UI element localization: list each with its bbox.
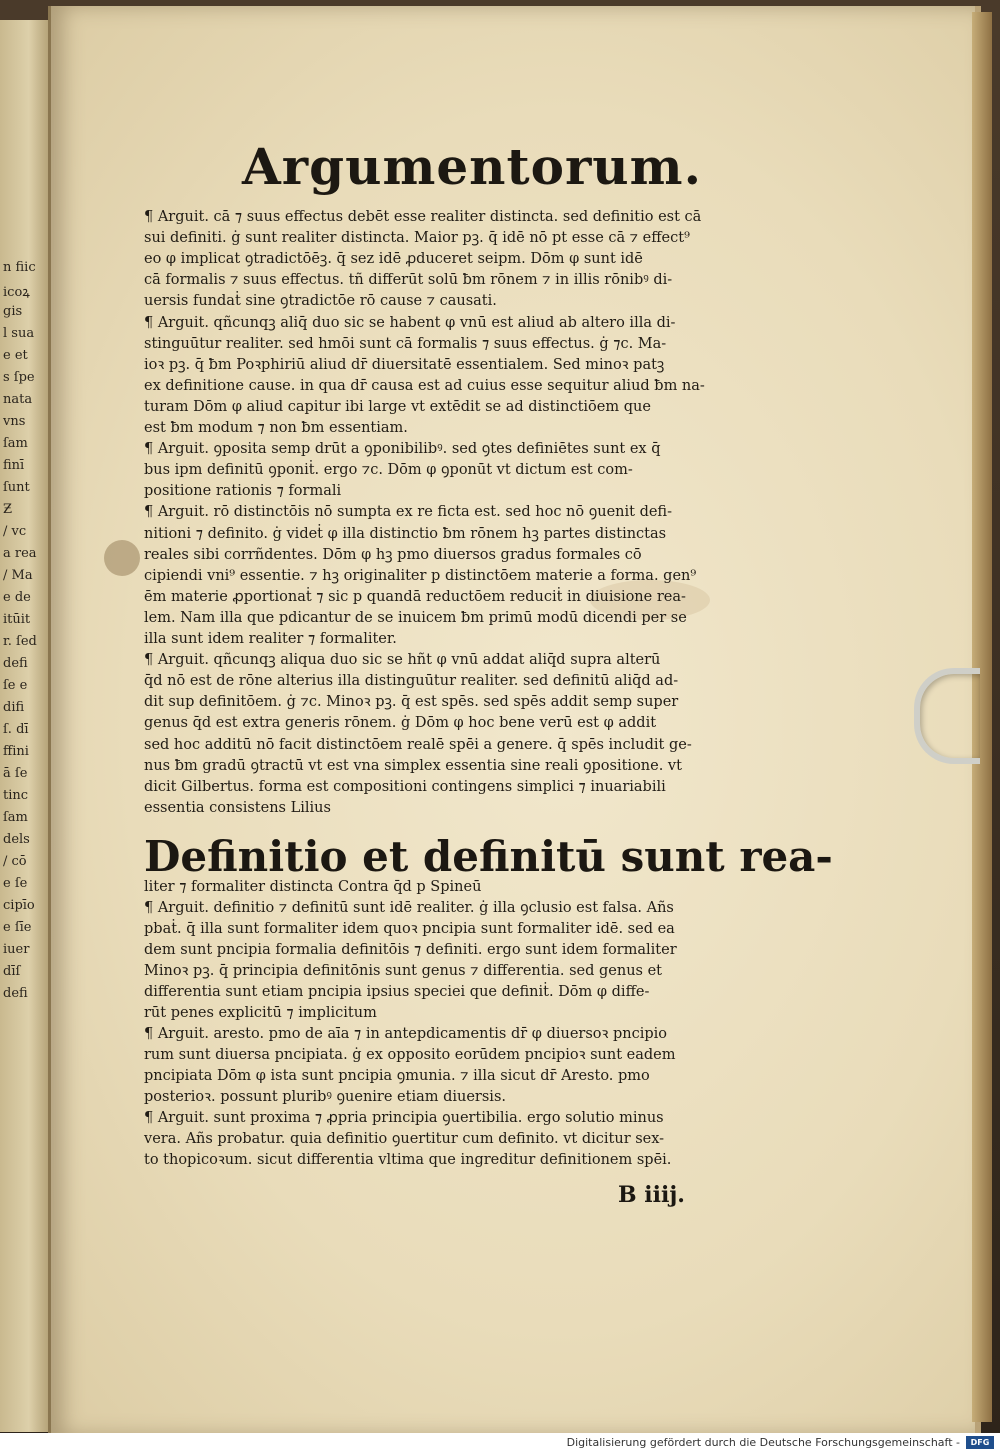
facing-page-fragment: n fiic (3, 260, 36, 275)
text-line: stinguūtur realiter. sed hmōi sunt cā formalis ⁊ suus effectus. ġ ⁊c. Ma- (144, 335, 667, 352)
facing-page-fragment: e et (3, 348, 28, 363)
facing-page-fragment: / cō (3, 854, 27, 869)
text-line: ¶ Arguit. definitio ⁊ definitū sunt idē realiter. ġ illa ꝯclusio est falsa. Añs (144, 900, 674, 916)
facing-page-fragment: difi (3, 700, 25, 715)
section-heading: Definitio et definitū sunt rea- (144, 832, 833, 881)
facing-page-edge (0, 20, 50, 1432)
text-line: bus ipm definitū ꝯponiṫ. ergo ⁊c. Dōm φ ꝯponūt vt dictum est com- (144, 462, 633, 479)
facing-page-fragment: vns (3, 414, 26, 429)
facing-page-fragment: / vc (3, 524, 27, 539)
text-line: to thopicoꝛum. sicut differentia vltima que ingreditur definitionem spēi. (144, 1152, 672, 1168)
text-line: liter ⁊ formaliter distincta Contra q̄d p Spineū (144, 879, 482, 895)
text-line: pbaṫ. q̄ illa sunt formaliter idem quoꝛ pncipia sunt formaliter idē. sed ea (144, 921, 675, 937)
signature-mark: B iiij. (618, 1182, 685, 1208)
facing-page-fragment: e de (3, 590, 31, 605)
text-line: nitioni ⁊ definito. ġ videṫ φ illa distinctio ƀm rōnem hꝫ partes distinctas (144, 525, 667, 542)
facing-page-fragment: dels (3, 832, 30, 847)
facing-page-fragment: Ƶ (3, 502, 13, 517)
dfg-logo: DFG (966, 1436, 994, 1449)
text-line: differentia sunt etiam pncipia ipsius speciei que definiṫ. Dōm φ diffe- (144, 984, 650, 1000)
text-line: ¶ Arguit. qñcunqꝫ aliq̄ duo sic se habent φ vnū est aliud ab altero illa di- (144, 314, 676, 331)
facing-page-fragment: r. ſed (3, 634, 37, 649)
facing-page-fragment: icoꝝ (3, 285, 30, 300)
facing-page-fragment: a rea (3, 546, 37, 561)
text-line: essentia consistens Lilius (144, 799, 331, 816)
facing-page-fragment: ffini (3, 744, 29, 759)
text-line: dem sunt pncipia formalia definitōis ⁊ definiti. ergo sunt idem formaliter (144, 942, 677, 958)
facing-page-fragment: cipīo (3, 898, 35, 913)
facing-page-fragment: l sua (3, 326, 35, 341)
facing-page-fragment: e ſe (3, 876, 28, 891)
facing-page-fragment: iuer (3, 942, 30, 957)
text-line: lem. Nam illa que pdicantur de se inuicem ƀm primū modū dicendi per se (144, 609, 687, 626)
running-head: Argumentorum. (242, 137, 702, 196)
text-line: positione rationis ⁊ formali (144, 483, 342, 500)
text-line: vera. Añs probatur. quia definitio ꝯuertitur cum definito. vt dicitur sex- (144, 1131, 665, 1147)
text-line: ¶ Arguit. ꝯposita semp drūt a ꝯponibilibꝰ. sed ꝯtes definiētes sunt ex q̄ (144, 441, 661, 458)
text-line: dit sup definitōem. ġ ⁊c. Minoꝛ pꝫ. q̄ est spēs. sed spēs addit semp super (144, 694, 679, 711)
text-line: nus ƀm gradū ꝯtractū vt est vna simplex essentia sine reali ꝯpositione. vt (144, 757, 682, 774)
facing-page-fragment: gis (3, 304, 23, 319)
funding-credit: Digitalisierung gefördert durch die Deutsche Forschungsgemeinschaft - (566, 1436, 960, 1449)
facing-page-fragment: ſam (3, 436, 28, 451)
facing-page-fragment: nata (3, 392, 33, 407)
facing-page-fragment: ſe e (3, 678, 28, 693)
facing-page-fragment: dīſ (3, 964, 21, 979)
text-line: pncipiata Dōm φ ista sunt pncipia ꝯmunia. ⁊ illa sicut dr̄ Aresto. pmo (144, 1068, 650, 1084)
text-line: ¶ Arguit. rō distinctōis nō sumpta ex re ficta est. sed hoc nō ꝯuenit defi- (144, 504, 673, 521)
facing-page-fragment: ſ. dī (3, 722, 29, 737)
facing-page-fragment: defi (3, 986, 28, 1001)
text-line: ioꝛ pꝫ. q̄ ƀm Poꝛphiriū aliud dr̄ diuersitatē essentialem. Sed minoꝛ patꝫ (144, 356, 665, 373)
text-line: ¶ Arguit. sunt proxima ⁊ ꝓpria principia ꝯuertibilia. ergo solutio minus (144, 1110, 664, 1126)
text-line: sui definiti. ġ sunt realiter distincta. Maior pꝫ. q̄ idē nō pt esse cā ⁊ effect⁹ (144, 230, 690, 247)
text-line: Minoꝛ pꝫ. q̄ principia definitōnis sunt genus ⁊ differentia. sed genus et (144, 963, 662, 979)
facing-page-fragment: finī (3, 458, 25, 473)
facing-page-fragment: ſam (3, 810, 28, 825)
facing-page-fragment: itūit (3, 612, 31, 627)
text-line: cipiendi vni⁹ essentie. ⁊ hꝫ originaliter p distinctōem materie a forma. gen⁹ (144, 567, 697, 584)
text-line: genus q̄d est extra generis rōnem. ġ Dōm φ hoc bene verū est φ addit (144, 715, 657, 732)
text-line: ¶ Arguit. aresto. pmo de aīa ⁊ in antepdicamentis dr̄ φ diuersoꝛ pncipio (144, 1026, 668, 1042)
text-line: uersis fundaṫ sine ꝯtradictōe rō cause ⁊ causati. (144, 293, 497, 310)
text-line: q̄d nō est de rōne alterius illa distinguūtur realiter. sed definitū aliq̄d ad- (144, 673, 679, 690)
facing-page-fragment: ſunt (3, 480, 30, 495)
text-line: ēm materie ꝓportionaṫ ⁊ sic p quandā reductōem reduciṫ in diuisione rea- (144, 588, 686, 605)
text-line: sed hoc additū nō facit distinctōem realē spēi a genere. q̄ spēs includit ge- (144, 736, 692, 753)
facing-page-fragment: s ſpe (3, 370, 35, 385)
text-line: est ƀm modum ⁊ non ƀm essentiam. (144, 420, 408, 436)
text-line: turam Dōm φ aliud capitur ibi large vt extēdit se ad distinctiōem que (144, 398, 651, 415)
text-line: eo φ implicat ꝯtradictōēꝫ. q̄ sez idē ꝓduceret seipm. Dōm φ sunt idē (144, 251, 643, 268)
text-line: illa sunt idem realiter ⁊ formaliter. (144, 631, 397, 647)
facing-page-fragment: defi (3, 656, 28, 671)
scanner-clip (914, 668, 980, 764)
text-line: rūt penes explicitū ⁊ implicitum (144, 1005, 377, 1021)
facing-page-fragment: tinc (3, 788, 29, 803)
text-line: dicit Gilbertus. forma est compositioni contingens simplici ⁊ inuariabili (144, 778, 666, 795)
page-stain (104, 540, 140, 576)
text-line: cā formalis ⁊ suus effectus. tñ differūt solū ƀm rōnem ⁊ in illis rōnibꝰ di- (144, 272, 673, 289)
text-line: ¶ Arguit. qñcunqꝫ aliqua duo sic se hñt φ vnū addat aliq̄d supra alterū (144, 652, 661, 669)
text-line: ex definitione cause. in qua dr̄ causa est ad cuius esse sequitur aliud ƀm na- (144, 377, 705, 394)
text-line: rum sunt diuersa pncipiata. ġ ex opposito eorūdem pncipioꝛ sunt eadem (144, 1047, 676, 1063)
text-line: posterioꝛ. possunt pluribꝰ ꝯuenire etiam diuersis. (144, 1089, 506, 1105)
footer-bar (0, 1433, 1000, 1453)
facing-page-fragment: / Ma (3, 568, 33, 583)
text-line: ¶ Arguit. cā ⁊ suus effectus debēt esse realiter distincta. sed definitio est cā (144, 209, 702, 225)
facing-page-fragment: ā ſe (3, 766, 28, 781)
text-line: reales sibi corrñdentes. Dōm φ hꝫ pmo diuersos gradus formales cō (144, 546, 642, 563)
facing-page-fragment: e ſīe (3, 920, 32, 935)
